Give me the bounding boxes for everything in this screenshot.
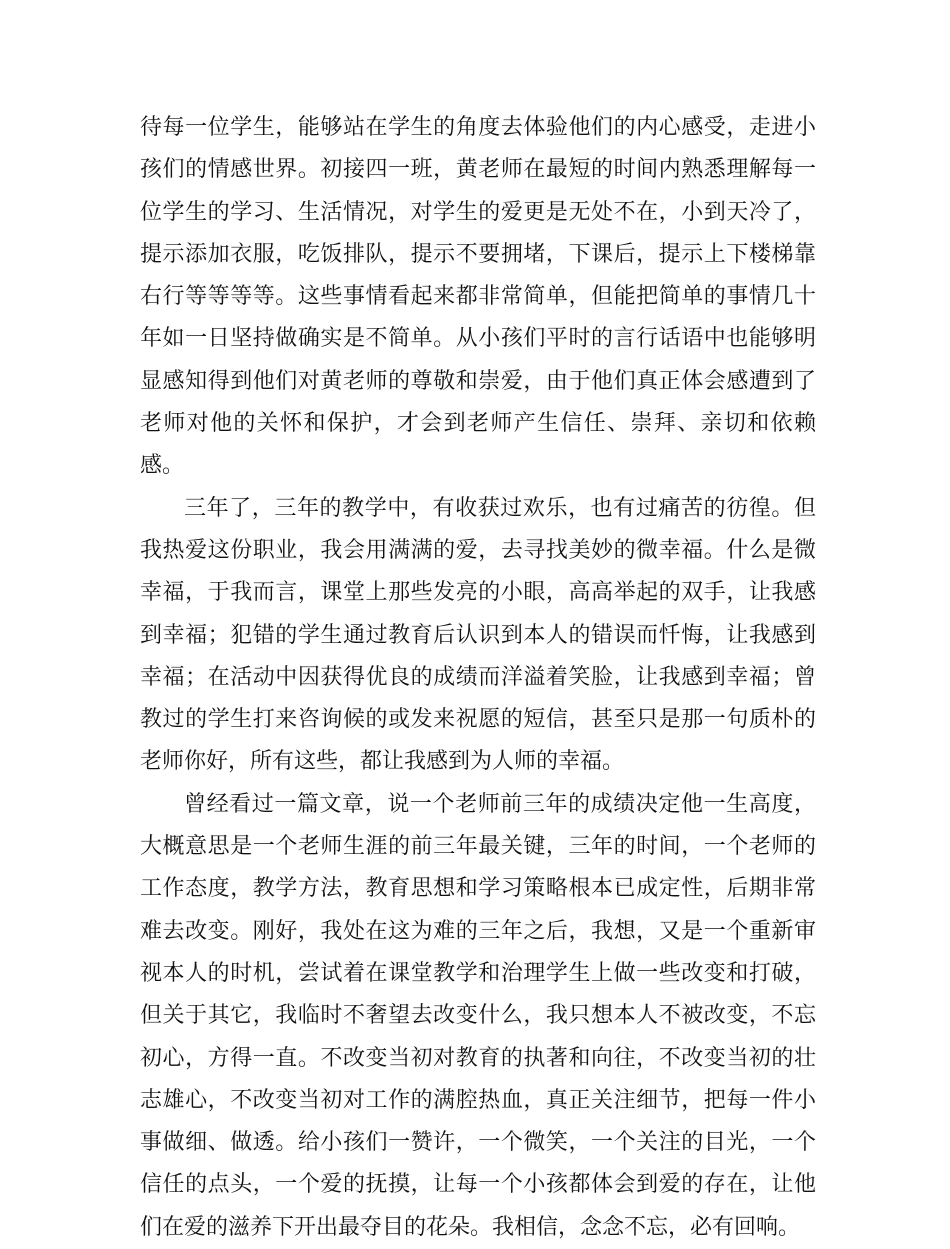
document-body [140, 107, 816, 1249]
paragraph-3: 曾经看过一篇文章，说一个老师前三年的成绩决定他一生高度，大概意思是一个老师生涯的前三年最关键，三年的时间，一个老师的工作态度，教学方法，教育思想和学习策略根本已成定性，后期非常难去改变。刚好，我处在这为难的三年之后，我想，又是一个重新审视本人的时机，尝试着在课堂教学和治理学生上做一些改变和打破，但关于其它，我临时不奢望去改变什么，我只想本人不被改变，不忘初心，方得一直。不改变当初对教育的执著和向往，不改变当初的壮志雄心，不改变当初对工作的满腔热血，真正关注细节，把每一件小事做细、做透。给小孩们一赞许，一个微笑，一个关注的目光，一个信任的点头，一个爱的抚摸，让每一个小孩都体会到爱的存在，让他们在爱的滋养下开出最夺目的花朵。我相信，念念不忘，必有回响。 [140, 791, 816, 1240]
paragraph-2: 三年了，三年的教学中，有收获过欢乐，也有过痛苦的彷徨。但我热爱这份职业，我会用满满的爱，去寻找美妙的微幸福。什么是微幸福，于我而言，课堂上那些发亮的小眼，高高举起的双手，让我感到幸福；犯错的学生通过教育后认识到本人的错误而忏悔，让我感到幸福；在活动中因获得优良的成绩而洋溢着笑脸，让我感到幸福；曾教过的学生打来咨询候的或发来祝愿的短信，甚至只是那一句质朴的老师你好，所有这些，都让我感到为人师的幸福。 [140, 495, 816, 775]
paragraph-1: 待每一位学生，能够站在学生的角度去体验他们的内心感受，走进小孩们的情感世界。初接四一班，黄老师在最短的时间内熟悉理解每一位学生的学习、生活情况，对学生的爱更是无处不在，小到天冷了，提示添加衣服，吃饭排队，提示不要拥堵，下课后，提示上下楼梯靠右行等等等等。这些事情看起来都非常简单，但能把简单的事情几十年如一日坚持做确实是不简单。从小孩们平时的言行话语中也能够明显感知得到他们对黄老师的尊敬和崇爱，由于他们真正体会感遭到了老师对他的关怀和保护，才会到老师产生信任、崇拜、亲切和依赖感。 [140, 115, 816, 479]
